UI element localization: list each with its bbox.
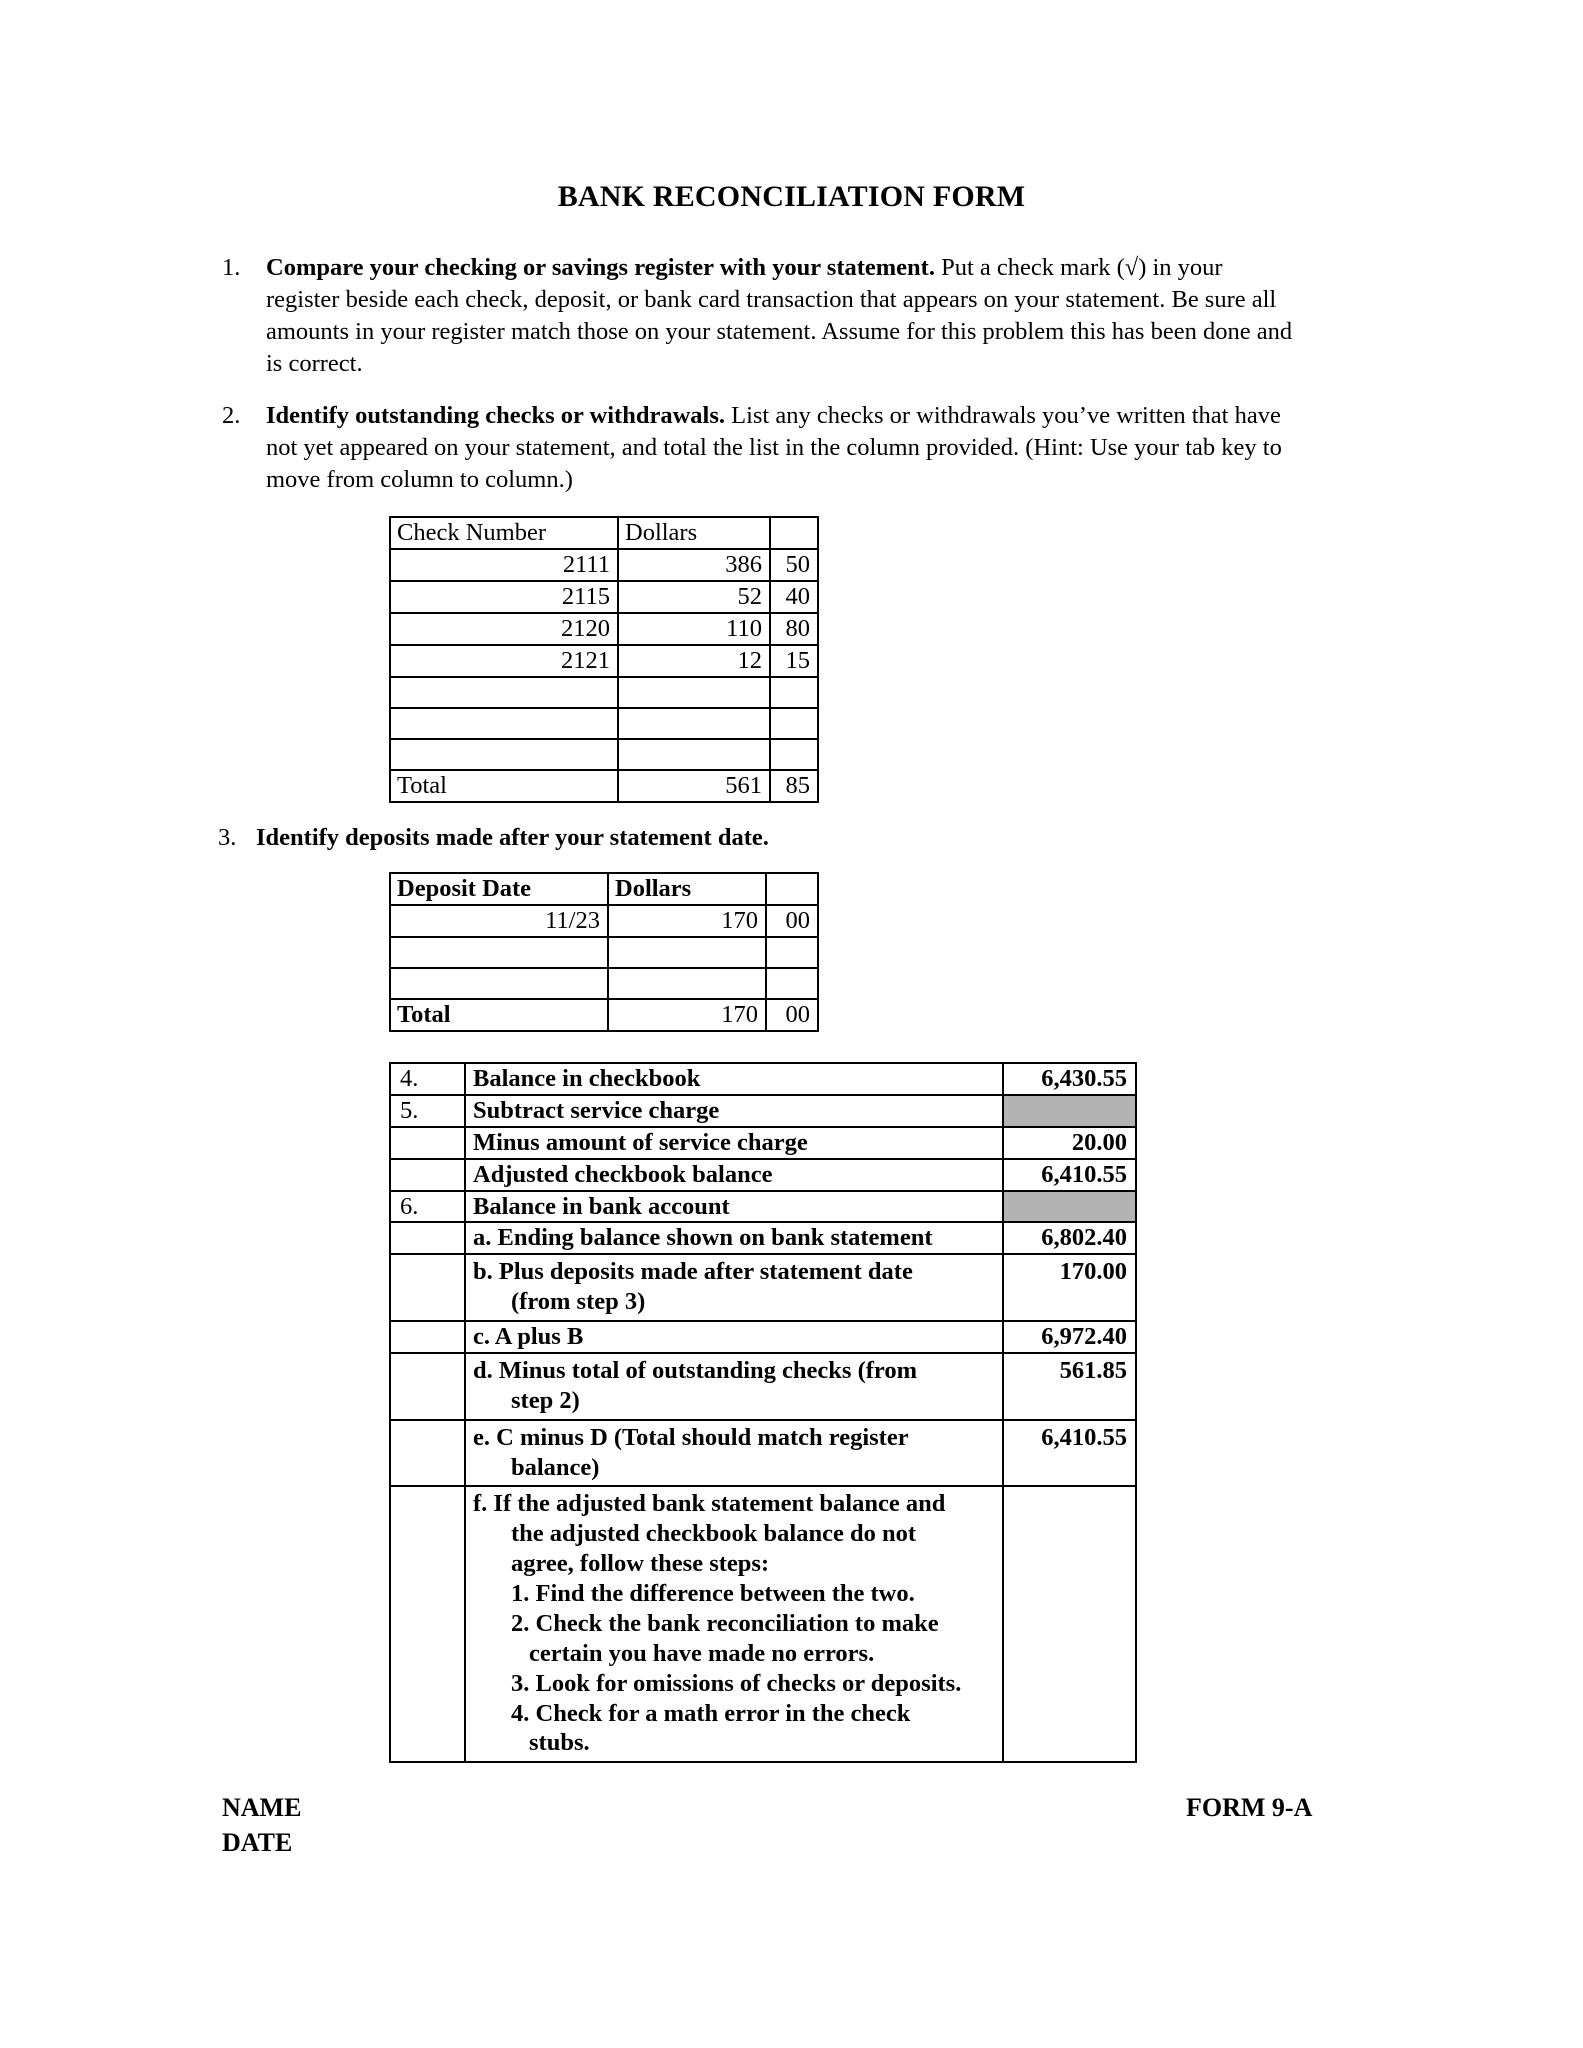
checks-total-cents[interactable]: 85 xyxy=(770,770,818,802)
table-row xyxy=(390,1254,1136,1321)
step-number-cell: 4. xyxy=(390,1063,465,1095)
step-number-cell xyxy=(390,1159,465,1191)
deposit-date-cell[interactable] xyxy=(390,968,608,999)
instruction-bold-lead: Identify deposits made after your statement date. xyxy=(256,824,769,851)
column-header-cents xyxy=(766,873,818,905)
check-number-cell[interactable] xyxy=(390,677,618,708)
table-row xyxy=(390,1321,1136,1353)
amount-cell[interactable]: 6,430.55 xyxy=(1003,1063,1136,1095)
table-total-row xyxy=(390,770,818,802)
check-cents-cell[interactable]: 80 xyxy=(770,613,818,645)
step-number-cell xyxy=(390,1321,465,1353)
instruction-number: 1. xyxy=(222,254,241,281)
table-row xyxy=(390,613,818,645)
description-cell: c. A plus B xyxy=(465,1321,1003,1353)
troubleshooting-line: the adjusted checkbook balance do not xyxy=(511,1520,916,1548)
check-number-cell[interactable]: 2121 xyxy=(390,645,618,677)
table-row xyxy=(390,708,818,739)
check-number-cell[interactable]: 2120 xyxy=(390,613,618,645)
footer-form-label: FORM 9-A xyxy=(1186,1793,1313,1822)
table-row xyxy=(390,1127,1136,1159)
instruction-rest: List any checks or withdrawals you’ve written that have not yet appeared on your statement, and total the list in the column provided. (Hint: Use your tab key to move from column to column.) xyxy=(266,402,1282,494)
table-row xyxy=(390,1063,1136,1095)
footer-name-label: NAME xyxy=(222,1793,302,1822)
check-dollars-cell[interactable]: 386 xyxy=(618,549,770,581)
deposits-total-dollars[interactable]: 170 xyxy=(608,999,766,1031)
table-row xyxy=(390,905,818,937)
check-number-cell[interactable] xyxy=(390,739,618,770)
deposit-dollars-cell[interactable] xyxy=(608,937,766,968)
checks-total-label: Total xyxy=(390,770,618,802)
amount-cell-disabled xyxy=(1003,1191,1136,1223)
column-header-dollars: Dollars xyxy=(608,873,766,905)
step-number-cell: 6. xyxy=(390,1191,465,1223)
amount-cell-disabled xyxy=(1003,1095,1136,1127)
deposits-total-cents[interactable]: 00 xyxy=(766,999,818,1031)
table-row xyxy=(390,1191,1136,1223)
instruction-number: 2. xyxy=(222,402,241,429)
check-cents-cell[interactable]: 50 xyxy=(770,549,818,581)
step-number-cell xyxy=(390,1420,465,1487)
table-row xyxy=(390,677,818,708)
table-row xyxy=(390,645,818,677)
column-header-deposit-date: Deposit Date xyxy=(390,873,608,905)
table-total-row xyxy=(390,999,818,1031)
troubleshooting-line: 2. Check the bank reconciliation to make xyxy=(511,1609,939,1637)
description-cell: Adjusted checkbook balance xyxy=(465,1159,1003,1191)
description-continuation: step 2) xyxy=(511,1386,580,1414)
check-number-cell[interactable] xyxy=(390,708,618,739)
description-continuation: (from step 3) xyxy=(511,1288,646,1316)
amount-cell[interactable]: 170.00 xyxy=(1003,1254,1136,1321)
description-cell xyxy=(465,1420,1003,1487)
column-header-cents xyxy=(770,517,818,549)
check-cents-cell[interactable]: 15 xyxy=(770,645,818,677)
deposit-dollars-cell[interactable]: 170 xyxy=(608,905,766,937)
description-cell: Minus amount of service charge xyxy=(465,1127,1003,1159)
check-dollars-cell[interactable] xyxy=(618,739,770,770)
check-number-cell[interactable]: 2115 xyxy=(390,581,618,613)
deposits-total-label: Total xyxy=(390,999,608,1031)
column-header-check-number: Check Number xyxy=(390,517,618,549)
check-cents-cell[interactable]: 40 xyxy=(770,581,818,613)
checks-total-dollars[interactable]: 561 xyxy=(618,770,770,802)
step-number-cell: 5. xyxy=(390,1095,465,1127)
description-cell xyxy=(465,1353,1003,1420)
troubleshooting-line: certain you have made no errors. xyxy=(529,1639,875,1667)
deposit-cents-cell[interactable] xyxy=(766,937,818,968)
step-number-cell xyxy=(390,1222,465,1254)
instruction-bold-lead: Identify outstanding checks or withdrawals. xyxy=(266,402,725,429)
amount-cell[interactable]: 6,802.40 xyxy=(1003,1222,1136,1254)
troubleshooting-line: stubs. xyxy=(529,1729,590,1757)
instruction-bold-lead: Compare your checking or savings register with your statement. xyxy=(266,254,935,281)
instruction-item-2 xyxy=(222,400,1312,496)
troubleshooting-line: f. If the adjusted bank statement balance and xyxy=(473,1490,946,1518)
step-number-cell xyxy=(390,1486,465,1762)
check-number-cell[interactable]: 2111 xyxy=(390,549,618,581)
troubleshooting-line: 4. Check for a math error in the check xyxy=(511,1699,911,1727)
amount-cell[interactable]: 6,410.55 xyxy=(1003,1420,1136,1487)
amount-cell[interactable]: 561.85 xyxy=(1003,1353,1136,1420)
table-row xyxy=(390,549,818,581)
description-cell: Subtract service charge xyxy=(465,1095,1003,1127)
instruction-number: 3. xyxy=(218,824,237,851)
description-cell: a. Ending balance shown on bank statement xyxy=(465,1222,1003,1254)
check-cents-cell[interactable] xyxy=(770,677,818,708)
table-header-row xyxy=(390,873,818,905)
troubleshooting-line: 3. Look for omissions of checks or deposits. xyxy=(511,1669,962,1697)
table-row xyxy=(390,581,818,613)
amount-cell[interactable]: 20.00 xyxy=(1003,1127,1136,1159)
table-row xyxy=(390,1095,1136,1127)
outstanding-checks-table xyxy=(389,516,819,803)
description-line: d. Minus total of outstanding checks (from xyxy=(473,1356,917,1384)
footer-date-label: DATE xyxy=(222,1828,293,1857)
deposit-dollars-cell[interactable] xyxy=(608,968,766,999)
description-continuation: balance) xyxy=(511,1453,600,1481)
amount-cell[interactable]: 6,410.55 xyxy=(1003,1159,1136,1191)
instruction-rest: Put a check mark (√) in your register beside each check, deposit, or bank card transaction that appears on your statement. Be sure all amounts in your register match those on your statement. Assume for this problem this has been done and is correct. xyxy=(266,254,1293,378)
table-row xyxy=(390,1222,1136,1254)
deposit-date-cell[interactable] xyxy=(390,937,608,968)
table-row xyxy=(390,1353,1136,1420)
deposit-date-cell[interactable]: 11/23 xyxy=(390,905,608,937)
deposit-cents-cell[interactable] xyxy=(766,968,818,999)
description-line: b. Plus deposits made after statement date xyxy=(473,1258,913,1286)
check-cents-cell[interactable] xyxy=(770,708,818,739)
troubleshooting-line: 1. Find the difference between the two. xyxy=(511,1580,915,1607)
page-title: BANK RECONCILIATION FORM xyxy=(557,180,1026,213)
amount-cell[interactable]: 6,972.40 xyxy=(1003,1321,1136,1353)
reconciliation-table xyxy=(389,1062,1137,1763)
instruction-body xyxy=(266,252,1302,380)
table-row xyxy=(390,968,818,999)
description-cell xyxy=(465,1254,1003,1321)
troubleshooting-steps-cell xyxy=(465,1486,1003,1762)
instruction-body xyxy=(266,400,1312,496)
table-row xyxy=(390,937,818,968)
deposits-table xyxy=(389,872,819,1032)
instruction-item-3 xyxy=(218,822,1218,854)
check-dollars-cell[interactable] xyxy=(618,677,770,708)
table-row xyxy=(390,1420,1136,1487)
check-dollars-cell[interactable]: 12 xyxy=(618,645,770,677)
check-dollars-cell[interactable]: 110 xyxy=(618,613,770,645)
troubleshooting-line: agree, follow these steps: xyxy=(511,1550,770,1578)
description-line: e. C minus D (Total should match register xyxy=(473,1423,909,1451)
check-dollars-cell[interactable]: 52 xyxy=(618,581,770,613)
check-dollars-cell[interactable] xyxy=(618,708,770,739)
table-row-troubleshooting xyxy=(390,1486,1136,1762)
check-cents-cell[interactable] xyxy=(770,739,818,770)
amount-cell[interactable] xyxy=(1003,1486,1136,1762)
description-cell: Balance in checkbook xyxy=(465,1063,1003,1095)
step-number-cell xyxy=(390,1254,465,1321)
step-number-cell xyxy=(390,1127,465,1159)
table-header-row xyxy=(390,517,818,549)
table-row xyxy=(390,1159,1136,1191)
step-number-cell xyxy=(390,1353,465,1420)
description-cell: Balance in bank account xyxy=(465,1191,1003,1223)
deposit-cents-cell[interactable]: 00 xyxy=(766,905,818,937)
instruction-item-1 xyxy=(222,252,1302,380)
instruction-body xyxy=(256,822,1218,854)
column-header-dollars: Dollars xyxy=(618,517,770,549)
table-row xyxy=(390,739,818,770)
